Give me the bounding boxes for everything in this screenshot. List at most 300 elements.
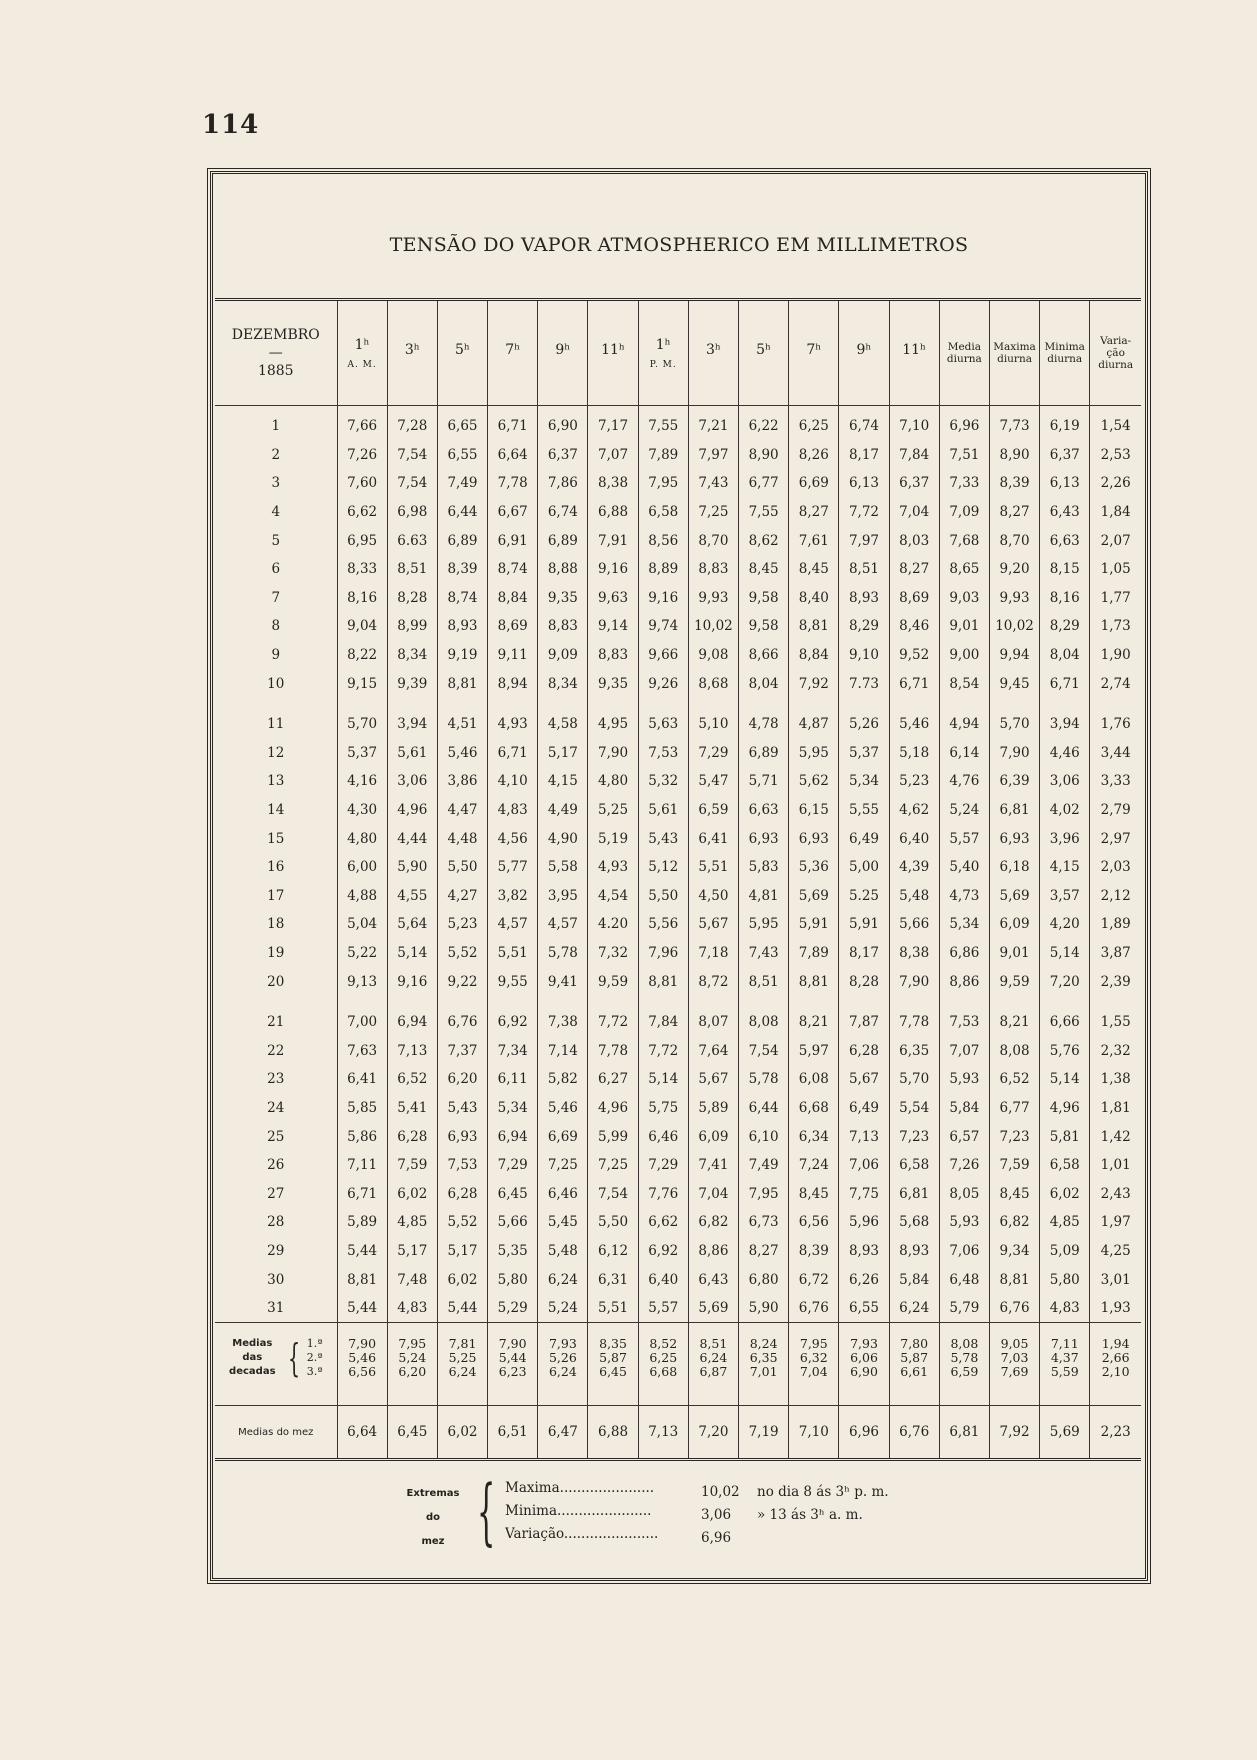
- value-cell: 1,76: [1100, 716, 1131, 733]
- value-cell: 4,93: [488, 710, 538, 739]
- value-cell: 7,53: [437, 1151, 487, 1180]
- value-cell: 6,58: [1040, 1151, 1090, 1180]
- value-cell: 4,47: [437, 796, 487, 825]
- value-cell: 8,90: [739, 441, 789, 470]
- value-cell: 5,34: [488, 1094, 538, 1123]
- day-number: 7: [215, 584, 337, 613]
- extreme-dots: ......................: [557, 1503, 652, 1519]
- value-cell: 6,72: [789, 1265, 839, 1294]
- hour-header: [437, 300, 487, 406]
- month-mean-value: 7,13: [638, 1406, 688, 1460]
- value-cell: 6,26: [839, 1265, 889, 1294]
- value-cell: 7,89: [638, 441, 688, 470]
- value-cell: 6,71: [488, 412, 538, 441]
- day-number: 11: [215, 710, 337, 739]
- spacer-cell: [1040, 996, 1090, 1008]
- value-cell: 7,53: [939, 1008, 989, 1037]
- value-cell: 5,96: [839, 1208, 889, 1237]
- value-cell: 1,01: [1100, 1157, 1131, 1174]
- decade-mean-value: 7,01: [749, 1364, 778, 1380]
- value-cell: 8,66: [739, 641, 789, 670]
- value-cell: 5,14: [638, 1065, 688, 1094]
- value-cell: 8,07: [688, 1008, 738, 1037]
- value-cell: 5,69: [989, 882, 1039, 911]
- value-cell: 5,64: [387, 910, 437, 939]
- day-row: [215, 498, 1141, 527]
- value-cell: 7,48: [387, 1265, 437, 1294]
- value-cell: 6,25: [789, 412, 839, 441]
- value-cell: 5,00: [839, 853, 889, 882]
- decade-label-line: decadas: [229, 1366, 276, 1378]
- spacer-cell: [215, 698, 337, 710]
- decade-mean-value: 4,37: [1050, 1350, 1079, 1366]
- value-cell: 5,55: [839, 796, 889, 825]
- value-cell: 1,55: [1100, 1014, 1131, 1031]
- value-cell: 9,03: [939, 584, 989, 613]
- value-cell: 8,88: [538, 555, 588, 584]
- hour-label: 11ʰ: [601, 342, 625, 358]
- value-cell: 6,18: [989, 853, 1039, 882]
- value-cell: 4,15: [1040, 853, 1090, 882]
- value-cell: 4,15: [538, 767, 588, 796]
- day-number: 13: [215, 767, 337, 796]
- value-cell: 6,49: [839, 1094, 889, 1123]
- day-row: [215, 910, 1141, 939]
- value-cell: 4,46: [1040, 739, 1090, 768]
- value-cell: 1,84: [1100, 504, 1131, 521]
- value-cell: 1,89: [1100, 916, 1131, 933]
- value-cell: 6,93: [789, 824, 839, 853]
- value-cell: 6,89: [538, 526, 588, 555]
- minima-header: [1040, 300, 1090, 406]
- value-cell: 8,74: [437, 584, 487, 613]
- value-cell: 8,62: [739, 526, 789, 555]
- value-cell: 8,70: [688, 526, 738, 555]
- value-cell: 6,08: [789, 1065, 839, 1094]
- hour-label: 3ʰ: [404, 342, 420, 358]
- value-cell: 7,34: [488, 1036, 538, 1065]
- value-cell: 7,28: [387, 412, 437, 441]
- value-cell: 7.73: [839, 669, 889, 698]
- value-cell: 4,90: [538, 824, 588, 853]
- value-cell: 7,07: [588, 441, 638, 470]
- hour-label: 1ʰ: [354, 337, 370, 353]
- value-cell: 1,93: [1100, 1300, 1131, 1317]
- value-cell: 7,97: [688, 441, 738, 470]
- value-cell: 5,57: [939, 824, 989, 853]
- value-cell: 8,81: [789, 612, 839, 641]
- value-cell: 5,46: [889, 710, 939, 739]
- value-cell: 5,68: [889, 1208, 939, 1237]
- value-cell: 6,91: [488, 526, 538, 555]
- value-cell: 5,80: [1040, 1265, 1090, 1294]
- header-row: [215, 300, 1141, 406]
- value-cell: 5,24: [939, 796, 989, 825]
- value-cell: 6,48: [939, 1265, 989, 1294]
- day-number: 1: [215, 412, 337, 441]
- decade-means-cell: [638, 1323, 688, 1406]
- value-cell: 8,81: [337, 1265, 387, 1294]
- value-cell: 4,96: [1040, 1094, 1090, 1123]
- day-number: 31: [215, 1294, 337, 1323]
- value-cell: 2,74: [1100, 675, 1131, 692]
- day-number: 19: [215, 939, 337, 968]
- value-cell: 9,52: [889, 641, 939, 670]
- decade-mean-value: 7,95: [398, 1336, 427, 1352]
- value-cell: 3,06: [387, 767, 437, 796]
- value-cell: 3,94: [387, 710, 437, 739]
- value-cell: 6,73: [739, 1208, 789, 1237]
- value-cell: 7,55: [739, 498, 789, 527]
- spacer-cell: [588, 996, 638, 1008]
- value-cell: 7,41: [688, 1151, 738, 1180]
- value-cell: 6,68: [789, 1094, 839, 1123]
- decade-means-cell: [437, 1323, 487, 1406]
- value-cell: 6,94: [387, 1008, 437, 1037]
- value-cell: 2,32: [1100, 1042, 1131, 1059]
- value-cell: 5,56: [638, 910, 688, 939]
- value-cell: 8,08: [989, 1036, 1039, 1065]
- decade-mean-value: 7,03: [1000, 1350, 1029, 1366]
- value-cell: 7,54: [739, 1036, 789, 1065]
- spacer-cell: [638, 698, 688, 710]
- decade-mean-value: 7,93: [850, 1336, 878, 1352]
- value-cell: 7,37: [437, 1036, 487, 1065]
- spacer-cell: [488, 996, 538, 1008]
- value-cell: 8,74: [488, 555, 538, 584]
- extreme-row-variacao: [505, 1526, 1105, 1548]
- decade-means-cell: [337, 1323, 387, 1406]
- value-cell: 9,20: [989, 555, 1039, 584]
- value-cell: 3,01: [1100, 1271, 1131, 1288]
- value-cell: 4,39: [889, 853, 939, 882]
- day-number: 22: [215, 1036, 337, 1065]
- hour-label: 5ʰ: [455, 342, 470, 358]
- value-cell: 5,51: [688, 853, 738, 882]
- decade-brace: {: [287, 1336, 300, 1381]
- value-cell: 9,11: [488, 641, 538, 670]
- spacer-cell: [989, 698, 1039, 710]
- value-cell: 8,54: [939, 669, 989, 698]
- month-means-row: [215, 1406, 1141, 1460]
- value-cell: 5,52: [437, 1208, 487, 1237]
- decade-mean-value: 6,68: [649, 1364, 678, 1380]
- value-cell: 5,17: [387, 1237, 437, 1266]
- day-number: 2: [215, 441, 337, 470]
- value-cell: 5,78: [538, 939, 588, 968]
- decade-mean-value: 7,90: [348, 1336, 377, 1352]
- value-cell: 5,14: [387, 939, 437, 968]
- value-cell: 4,73: [939, 882, 989, 911]
- day-number: 25: [215, 1122, 337, 1151]
- value-cell: 3,82: [488, 882, 538, 911]
- value-cell: 5,43: [638, 824, 688, 853]
- value-cell: 4,85: [1040, 1208, 1090, 1237]
- day-row: [215, 1122, 1141, 1151]
- day-row: [215, 1036, 1141, 1065]
- value-cell: 4,48: [437, 824, 487, 853]
- value-cell: 4,83: [387, 1294, 437, 1323]
- value-cell: 7,72: [588, 1008, 638, 1037]
- value-cell: 5,89: [337, 1208, 387, 1237]
- value-cell: 8,27: [739, 1237, 789, 1266]
- decade-mean-value: 7,69: [1000, 1364, 1029, 1380]
- value-cell: 5,04: [337, 910, 387, 939]
- decade-mean-value: 6,24: [448, 1364, 477, 1380]
- value-cell: 7,60: [337, 469, 387, 498]
- value-cell: 6,02: [1040, 1179, 1090, 1208]
- value-cell: 1,90: [1100, 647, 1131, 664]
- value-cell: 5,18: [889, 739, 939, 768]
- decade-means-cell: [588, 1323, 638, 1406]
- value-cell: 8,93: [889, 1237, 939, 1266]
- month-mean-value: 6,51: [488, 1406, 538, 1460]
- value-cell: 7,33: [939, 469, 989, 498]
- decade-mean-value: 5,87: [900, 1350, 929, 1366]
- value-cell: 2,43: [1100, 1185, 1131, 1202]
- hour-period: P. M.: [649, 360, 677, 370]
- value-cell: 6.63: [387, 526, 437, 555]
- value-cell: 4,16: [337, 767, 387, 796]
- value-cell: 5,50: [638, 882, 688, 911]
- minima-header-line: diurna: [1047, 353, 1083, 365]
- value-cell: 5,51: [488, 939, 538, 968]
- value-cell: 6,20: [437, 1065, 487, 1094]
- value-cell: 4,30: [337, 796, 387, 825]
- value-cell: 5,48: [538, 1237, 588, 1266]
- value-cell: 5,84: [939, 1094, 989, 1123]
- value-cell: 8,84: [488, 584, 538, 613]
- decade-means-cell: [789, 1323, 839, 1406]
- value-cell: 9,00: [939, 641, 989, 670]
- value-cell: 7,72: [839, 498, 889, 527]
- value-cell: 6,71: [1040, 669, 1090, 698]
- value-cell: 6,12: [588, 1237, 638, 1266]
- value-cell: 3,86: [437, 767, 487, 796]
- value-cell: 5,51: [588, 1294, 638, 1323]
- decade-label-line: Medias: [232, 1338, 273, 1350]
- value-cell: 9,34: [989, 1237, 1039, 1266]
- value-cell: 8,51: [387, 555, 437, 584]
- decade-means-cell: [839, 1323, 889, 1406]
- value-cell: 7,17: [588, 412, 638, 441]
- value-cell: 6,52: [989, 1065, 1039, 1094]
- value-cell: 5,35: [488, 1237, 538, 1266]
- hour-header: [538, 300, 588, 406]
- extreme-dots: ......................: [563, 1526, 659, 1542]
- value-cell: 8,39: [989, 469, 1039, 498]
- value-cell: 9,59: [588, 967, 638, 996]
- value-cell: 7,75: [839, 1179, 889, 1208]
- value-cell: 5,91: [789, 910, 839, 939]
- decade-mean-value: 6,24: [548, 1364, 577, 1380]
- decade-mean-value: 7,95: [799, 1336, 828, 1352]
- month-mean-value: 7,10: [789, 1406, 839, 1460]
- decade-means-cell: [939, 1323, 989, 1406]
- value-cell: 7,49: [437, 469, 487, 498]
- value-cell: 9,58: [739, 584, 789, 613]
- value-cell: 7,64: [688, 1036, 738, 1065]
- value-cell: 6,74: [538, 498, 588, 527]
- value-cell: 4,56: [488, 824, 538, 853]
- value-cell: 7,55: [638, 412, 688, 441]
- value-cell: 7,38: [538, 1008, 588, 1037]
- value-cell: 5,43: [437, 1094, 487, 1123]
- value-cell: 9,45: [989, 669, 1039, 698]
- value-cell: 4,50: [688, 882, 738, 911]
- value-cell: 5,44: [337, 1237, 387, 1266]
- value-cell: 9,22: [437, 967, 487, 996]
- table-body: [215, 406, 1141, 1460]
- decade-numbers: [307, 1337, 323, 1379]
- day-number: 5: [215, 526, 337, 555]
- value-cell: 8,17: [839, 939, 889, 968]
- value-cell: 2,97: [1100, 830, 1131, 847]
- value-cell: 5,67: [839, 1065, 889, 1094]
- decade-mean-value: 7,93: [548, 1336, 577, 1352]
- value-cell: 7,29: [688, 739, 738, 768]
- decade-mean-value: 8,08: [950, 1336, 979, 1352]
- value-cell: 6,67: [488, 498, 538, 527]
- value-cell: 5,57: [638, 1294, 688, 1323]
- value-cell: 9,04: [337, 612, 387, 641]
- value-cell: 5,50: [588, 1208, 638, 1237]
- month-mean-value: 7,92: [989, 1406, 1039, 1460]
- hour-label: 7ʰ: [806, 342, 822, 358]
- decade-means-cell: [688, 1323, 738, 1406]
- spacer-cell: [387, 698, 437, 710]
- value-cell: 7,86: [538, 469, 588, 498]
- value-cell: 8,04: [739, 669, 789, 698]
- value-cell: 4,96: [588, 1094, 638, 1123]
- value-cell: 8,27: [989, 498, 1039, 527]
- value-cell: 1,97: [1100, 1214, 1131, 1231]
- value-cell: 1,73: [1100, 618, 1131, 635]
- value-cell: 6,46: [538, 1179, 588, 1208]
- value-cell: 7,26: [337, 441, 387, 470]
- value-cell: 7,84: [889, 441, 939, 470]
- hour-header: [789, 300, 839, 406]
- month-mean-value: 6,64: [337, 1406, 387, 1460]
- value-cell: 6,28: [437, 1179, 487, 1208]
- spacer-cell: [538, 698, 588, 710]
- value-cell: 6,62: [337, 498, 387, 527]
- value-cell: 4,85: [387, 1208, 437, 1237]
- value-cell: 6,37: [538, 441, 588, 470]
- value-cell: 7,29: [638, 1151, 688, 1180]
- value-cell: 5,37: [337, 739, 387, 768]
- day-row: [215, 612, 1141, 641]
- value-cell: 6,00: [337, 853, 387, 882]
- hour-header: [488, 300, 538, 406]
- value-cell: 6,64: [488, 441, 538, 470]
- value-cell: 5,19: [588, 824, 638, 853]
- value-cell: 8,84: [789, 641, 839, 670]
- value-cell: 5,37: [839, 739, 889, 768]
- value-cell: 5,66: [488, 1208, 538, 1237]
- extreme-value: 6,96: [701, 1530, 732, 1546]
- value-cell: 5,25: [588, 796, 638, 825]
- day-number: 29: [215, 1237, 337, 1266]
- value-cell: 4,54: [588, 882, 638, 911]
- value-cell: 4,78: [739, 710, 789, 739]
- value-cell: 8,93: [839, 1237, 889, 1266]
- decade-mean-value: 5,25: [448, 1350, 477, 1366]
- value-cell: 7,87: [839, 1008, 889, 1037]
- spacer-cell: [839, 698, 889, 710]
- extreme-name: Minima: [505, 1503, 558, 1519]
- value-cell: 8,51: [839, 555, 889, 584]
- value-cell: 8,99: [387, 612, 437, 641]
- value-cell: 5,76: [1040, 1036, 1090, 1065]
- value-cell: 6,58: [889, 1151, 939, 1180]
- media-header-line: Media: [947, 341, 982, 353]
- day-number: 8: [215, 612, 337, 641]
- maxima-header-line: Maxima: [993, 341, 1036, 353]
- hour-label: 5ʰ: [756, 342, 772, 358]
- decade-means-label: [215, 1323, 337, 1406]
- hour-header: [638, 300, 688, 406]
- day-row: [215, 1151, 1141, 1180]
- value-cell: 9,93: [989, 584, 1039, 613]
- value-cell: 7,14: [538, 1036, 588, 1065]
- value-cell: 9,01: [989, 939, 1039, 968]
- value-cell: 5,95: [789, 739, 839, 768]
- media-header: [939, 300, 989, 406]
- value-cell: 5,90: [739, 1294, 789, 1323]
- value-cell: 7,95: [739, 1179, 789, 1208]
- day-number: 28: [215, 1208, 337, 1237]
- value-cell: 6,96: [939, 412, 989, 441]
- day-row: [215, 1094, 1141, 1123]
- value-cell: 5,09: [1040, 1237, 1090, 1266]
- value-cell: 6,13: [1040, 469, 1090, 498]
- day-number: 17: [215, 882, 337, 911]
- value-cell: 5,48: [889, 882, 939, 911]
- value-cell: 7,59: [989, 1151, 1039, 1180]
- value-cell: 5,70: [989, 710, 1039, 739]
- value-cell: 6,76: [437, 1008, 487, 1037]
- value-cell: 6,57: [939, 1122, 989, 1151]
- value-cell: 9,16: [588, 555, 638, 584]
- value-cell: 2,39: [1100, 973, 1131, 990]
- hour-label: 9ʰ: [856, 342, 872, 358]
- month-mean-value: 6,76: [889, 1406, 939, 1460]
- media-header-line: diurna: [946, 353, 982, 365]
- value-cell: 7,29: [488, 1151, 538, 1180]
- day-row: [215, 1265, 1141, 1294]
- extreme-row-minima: [505, 1503, 1105, 1525]
- decade-means-row: [215, 1323, 1141, 1406]
- value-cell: 5,80: [488, 1265, 538, 1294]
- value-cell: 7,61: [789, 526, 839, 555]
- value-cell: 5,26: [839, 710, 889, 739]
- day-number: 16: [215, 853, 337, 882]
- day-row: [215, 824, 1141, 853]
- value-cell: 8,03: [889, 526, 939, 555]
- value-cell: 3,95: [538, 882, 588, 911]
- day-row: [215, 441, 1141, 470]
- spacer-row: [215, 996, 1141, 1008]
- value-cell: 1,05: [1100, 561, 1131, 578]
- value-cell: 8,16: [1040, 584, 1090, 613]
- value-cell: 9,10: [839, 641, 889, 670]
- value-cell: 8,51: [739, 967, 789, 996]
- value-cell: 8,26: [789, 441, 839, 470]
- value-cell: 5,93: [939, 1208, 989, 1237]
- spacer-cell: [889, 996, 939, 1008]
- value-cell: 8,04: [1040, 641, 1090, 670]
